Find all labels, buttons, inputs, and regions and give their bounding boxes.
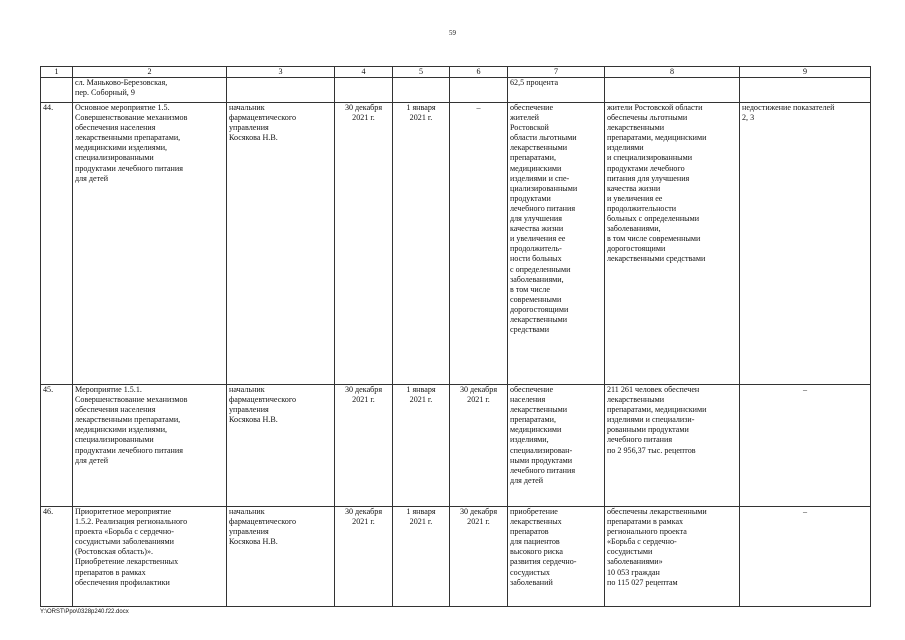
column-number: 3 — [227, 67, 335, 78]
executor: начальник фармацевтического управления Косякова Н.В. — [227, 385, 335, 507]
table-row — [41, 507, 871, 607]
actual-result: 211 261 человек обеспечен лекарственными препаратами, медицинскими изделиями и специализи- рованными продуктами лечебного питания по 2 956,37 тыс. рецептов — [605, 385, 740, 507]
empty-cell — [605, 78, 740, 103]
date-end: 30 декабря 2021 г. — [450, 507, 508, 607]
column-number: 2 — [73, 67, 227, 78]
executor: начальник фармацевтического управления Косякова Н.В. — [227, 507, 335, 607]
empty-cell — [740, 78, 871, 103]
date-end: 30 декабря 2021 г. — [450, 385, 508, 507]
note: – — [740, 385, 871, 507]
empty-cell — [393, 78, 450, 103]
date-end: – — [450, 103, 508, 385]
expected-result: обеспечение населения лекарственными препаратами, медицинскими изделиями, специализирован- ными продуктами лечебного питания для детей — [508, 385, 605, 507]
note: – — [740, 507, 871, 607]
empty-cell — [41, 78, 73, 103]
column-number: 6 — [450, 67, 508, 78]
empty-cell — [227, 78, 335, 103]
column-number: 9 — [740, 67, 871, 78]
measure-name: Мероприятие 1.5.1. Совершенствование механизмов обеспечения населения лекарственными препаратами, медицинскими изделиями, специализированными продуктами лечебного питания для детей — [73, 385, 227, 507]
column-number: 4 — [335, 67, 393, 78]
note: недостижение показателей 2, 3 — [740, 103, 871, 385]
date-planned: 30 декабря 2021 г. — [335, 385, 393, 507]
column-number-row — [41, 67, 871, 78]
page-number: 59 — [449, 29, 456, 37]
empty-cell — [450, 78, 508, 103]
file-path-footer: Y:\ORST\Ppo\0328p240.f22.docx — [40, 609, 129, 615]
date-start: 1 января 2021 г. — [393, 103, 450, 385]
actual-result: жители Ростовской области обеспечены льготными лекарственными препаратами, медицинскими изделиями и специализированными продуктами лечебного питания для улучшения качества жизни и увеличения ее продолжительности больных с определенными заболеваниями, в том числе современными дорогостоящими лекарственными средствами — [605, 103, 740, 385]
row-number: 46. — [41, 507, 73, 607]
expected-result: обеспечение жителей Ростовской области льготными лекарственными препаратами, медицинскими изделиями и спе- циализированными продуктами лечебного питания для улучшения качества жизни и увеличения ее продолжитель- ности больных с определенными заболеваниями, в том числе современными дорогостоящими лекарственными средствами — [508, 103, 605, 385]
executor: начальник фармацевтического управления Косякова Н.В. — [227, 103, 335, 385]
table-row — [41, 385, 871, 507]
continuation-row — [41, 78, 871, 103]
column-number: 1 — [41, 67, 73, 78]
column-number: 8 — [605, 67, 740, 78]
date-start: 1 января 2021 г. — [393, 507, 450, 607]
expected-result: приобретение лекарственных препаратов для пациентов высокого риска развития сердечно- сосудистых заболеваний — [508, 507, 605, 607]
plan-table — [40, 66, 871, 607]
row-number: 45. — [41, 385, 73, 507]
measure-name: Основное мероприятие 1.5. Совершенствование механизмов обеспечения населения лекарственными препаратами, медицинскими изделиями, специализированными продуктами лечебного питания для детей — [73, 103, 227, 385]
column-number: 5 — [393, 67, 450, 78]
date-start: 1 января 2021 г. — [393, 385, 450, 507]
date-planned: 30 декабря 2021 г. — [335, 507, 393, 607]
table-row — [41, 103, 871, 385]
empty-cell — [335, 78, 393, 103]
measure-name: Приоритетное мероприятие 1.5.2. Реализация регионального проекта «Борьба с сердечно- сосудистыми заболеваниями (Ростовская область)». Приобретение лекарственных препаратов в рамках обеспечения профилактики — [73, 507, 227, 607]
address-cell: сл. Маньково-Березовская, пер. Соборный, 9 — [73, 78, 227, 103]
column-number: 7 — [508, 67, 605, 78]
row-number: 44. — [41, 103, 73, 385]
percent-cell: 62,5 процента — [508, 78, 605, 103]
actual-result: обеспечены лекарственными препаратами в рамках регионального проекта «Борьба с сердечно- сосудистыми заболеваниями» 10 053 граждан по 115 027 рецептам — [605, 507, 740, 607]
date-planned: 30 декабря 2021 г. — [335, 103, 393, 385]
